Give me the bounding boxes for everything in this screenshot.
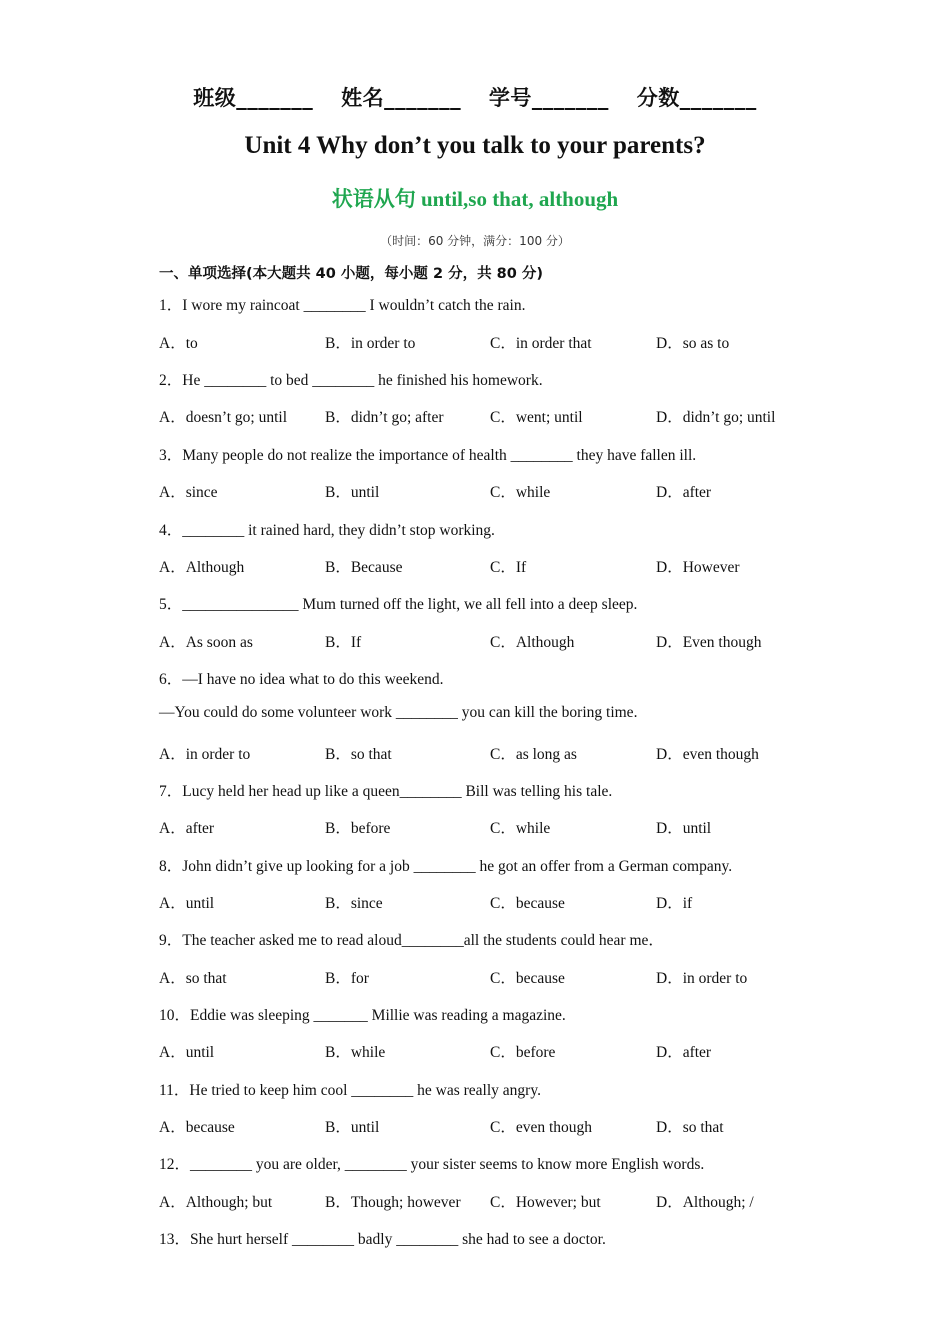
option-d: D．after	[656, 1044, 712, 1061]
option-b: B．didn’t go; after	[325, 409, 444, 426]
option-b: B．before	[325, 820, 391, 837]
option-a: A．because	[159, 1119, 235, 1136]
class-field: 班级_______	[193, 85, 314, 110]
question-stem: 1．I wore my raincoat ________ I wouldn’t catch the rain.	[159, 297, 526, 314]
option-c: C．If	[490, 559, 527, 576]
question-stem: 11．He tried to keep him cool ________ he was really angry.	[159, 1082, 541, 1099]
option-c: C．while	[490, 484, 551, 501]
option-b: B．Because	[325, 559, 403, 576]
page-subtitle: 状语从句 until,so that, although	[331, 187, 619, 211]
option-d: D．even though	[656, 746, 759, 763]
option-a: A．until	[159, 895, 215, 912]
score-field: 分数_______	[636, 85, 757, 110]
option-a: A．doesn’t go; until	[159, 409, 288, 426]
option-d: D．until	[656, 820, 712, 837]
question-stem: 2．He ________ to bed ________ he finished his homework.	[159, 372, 543, 389]
option-d: D．Even though	[656, 634, 762, 651]
option-c: C．Although	[490, 634, 575, 651]
option-c: C．because	[490, 970, 565, 987]
question-stem: 8．John didn’t give up looking for a job ________ he got an offer from a German company.	[159, 858, 733, 875]
section-title: 一、单项选择(本大题共 40 小题，每小题 2 分，共 80 分)	[159, 266, 543, 282]
option-b: B．so that	[325, 746, 392, 763]
option-c: C．before	[490, 1044, 556, 1061]
page-title: Unit 4 Why don’t you talk to your parents?	[244, 132, 706, 159]
option-b: B．in order to	[325, 335, 416, 352]
option-c: C．as long as	[490, 746, 577, 763]
option-a: A．Although	[159, 559, 245, 576]
student-id-field: 学号_______	[488, 85, 609, 110]
question-stem: 10．Eddie was sleeping _______ Millie was reading a magazine.	[159, 1007, 566, 1024]
time-info: （时间：60 分钟，满分：100 分）	[380, 234, 570, 248]
option-b: B．Though; however	[325, 1194, 461, 1211]
option-b: B．until	[325, 484, 380, 501]
option-d: D．so as to	[656, 335, 730, 352]
option-a: A．until	[159, 1044, 215, 1061]
option-a: A．in order to	[159, 746, 251, 763]
question-stem: 3．Many people do not realize the importance of health ________ they have fallen ill.	[159, 447, 697, 464]
question-stem: 5．_______________ Mum turned off the light, we all fell into a deep sleep.	[159, 596, 638, 613]
option-b: B．since	[325, 895, 383, 912]
option-d: D．However	[656, 559, 740, 576]
option-b: B．for	[325, 970, 369, 987]
question-stem: 6．—I have no idea what to do this weekend.	[159, 671, 444, 688]
question-stem: 12．________ you are older, ________ your sister seems to know more English words.	[159, 1156, 705, 1173]
option-c: C．went; until	[490, 409, 583, 426]
option-a: A．Although; but	[159, 1194, 273, 1211]
option-d: D．in order to	[656, 970, 748, 987]
option-a: A．As soon as	[159, 634, 253, 651]
option-a: A．after	[159, 820, 215, 837]
option-d: D．Although; /	[656, 1194, 754, 1211]
option-b: B．until	[325, 1119, 380, 1136]
question-stem: 9．The teacher asked me to read aloud________all the students could hear me．	[159, 932, 664, 949]
option-d: D．so that	[656, 1119, 724, 1136]
option-c: C．even though	[490, 1119, 593, 1136]
option-b: B．If	[325, 634, 362, 651]
option-d: D．if	[656, 895, 693, 912]
question-stem: 7．Lucy held her head up like a queen________ Bill was telling his tale.	[159, 783, 613, 800]
option-c: C．in order that	[490, 335, 592, 352]
option-c: C．while	[490, 820, 551, 837]
option-a: A．to	[159, 335, 198, 352]
option-b: B．while	[325, 1044, 386, 1061]
option-d: D．didn’t go; until	[656, 409, 776, 426]
option-c: C．because	[490, 895, 565, 912]
student-info-header	[0, 82, 950, 112]
question-stem: 13．She hurt herself ________ badly ________ she had to see a doctor.	[159, 1231, 606, 1248]
option-c: C．However; but	[490, 1194, 601, 1211]
option-d: D．after	[656, 484, 712, 501]
question-stem: 4．________ it rained hard, they didn’t stop working.	[159, 522, 495, 539]
option-a: A．so that	[159, 970, 227, 987]
name-field: 姓名_______	[341, 85, 462, 110]
option-a: A．since	[159, 484, 218, 501]
question-stem-continuation: —You could do some volunteer work ________ you can kill the boring time.	[159, 704, 638, 721]
